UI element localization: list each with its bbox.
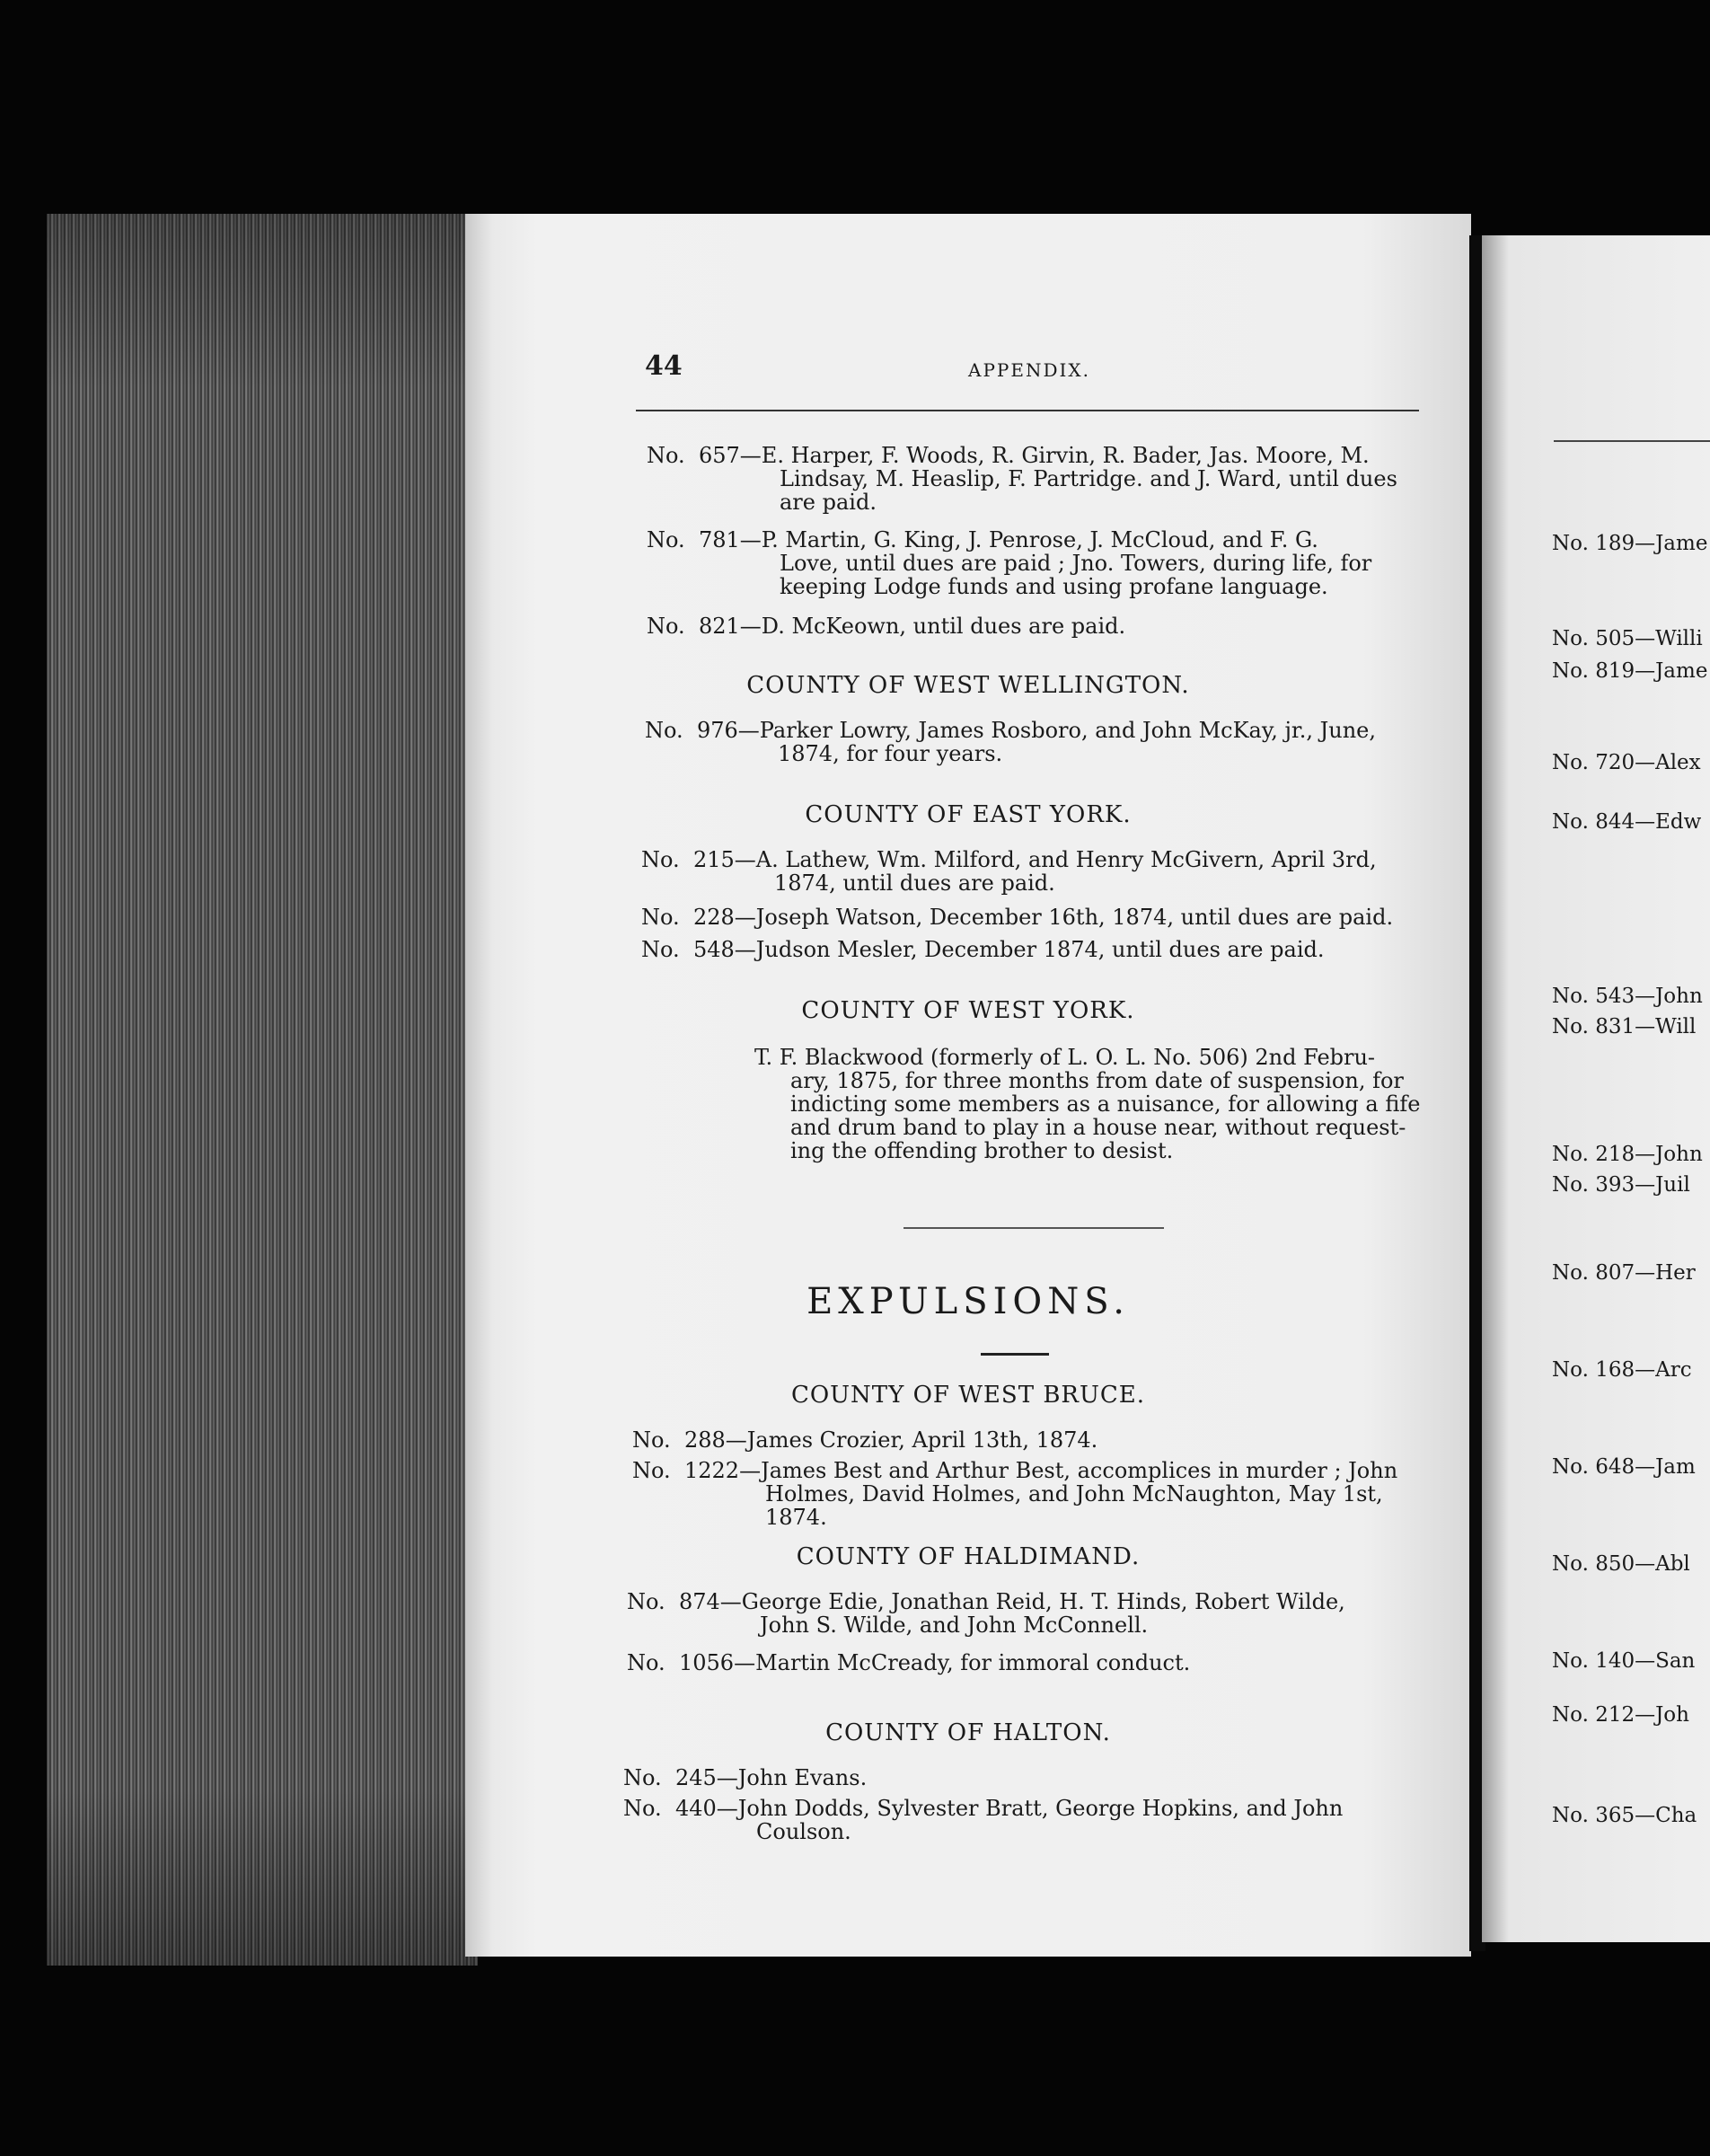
entry-text: 821—D. McKeown, until dues are paid. — [699, 614, 1126, 639]
heading-west-york: COUNTY OF WEST YORK. — [801, 997, 1135, 1024]
page-number: 44 — [645, 350, 683, 382]
running-head: APPENDIX. — [968, 359, 1090, 381]
entry-label: No. — [647, 527, 685, 552]
next-page-rule — [1554, 440, 1710, 442]
entry-text-cont: Love, until dues are paid ; Jno. Towers, during life, for keeping Lodge funds and using profane language. — [780, 551, 1372, 599]
entry-text-cont: Lindsay, M. Heaslip, F. Partridge. and J. Ward, until dues are paid. — [780, 466, 1397, 515]
heading-west-bruce: COUNTY OF WEST BRUCE. — [790, 1382, 1146, 1409]
book-page-edges — [47, 214, 478, 1966]
next-page-entry: No. 212—Joh — [1552, 1703, 1689, 1727]
entry-label: No. — [623, 1796, 662, 1821]
section-divider — [903, 1227, 1164, 1229]
entry-label: No. — [623, 1765, 662, 1790]
entry-label: No. — [641, 905, 680, 930]
entry-text: 288—James Crozier, April 13th, 1874. — [684, 1427, 1098, 1453]
next-page-entry: No. 365—Cha — [1552, 1804, 1697, 1827]
entry-label: No. — [647, 614, 685, 639]
next-page-fragment — [1482, 235, 1710, 1942]
next-page-entry: No. 543—John — [1552, 985, 1703, 1008]
blackwood-paragraph — [754, 1046, 1423, 1162]
next-page-entry: No. 189—Jame — [1552, 532, 1708, 555]
entry-text: 976—Parker Lowry, James Rosboro, and John McKay, jr., June, — [697, 718, 1376, 743]
next-page-entry: No. 505—Willi — [1552, 627, 1703, 650]
entry-label: No. — [647, 443, 685, 468]
entry-label: No. — [632, 1427, 671, 1453]
next-page-entry: No. 393—Juil — [1552, 1173, 1690, 1197]
entry-text-cont: 1874, until dues are paid. — [774, 870, 1055, 896]
next-page-entry: No. 819—Jame — [1552, 659, 1708, 683]
heading-west-wellington: COUNTY OF WEST WELLINGTON. — [746, 672, 1190, 699]
next-page-entry: No. 720—Alex — [1552, 751, 1701, 774]
entry-text: 1222—James Best and Arthur Best, accomplices in murder ; John — [684, 1458, 1398, 1483]
expulsions-title: EXPULSIONS. — [807, 1281, 1130, 1322]
next-page-entry: No. 140—San — [1552, 1649, 1696, 1673]
next-page-entry: No. 648—Jam — [1552, 1455, 1696, 1479]
paragraph-cont: ary, 1875, for three months from date of suspension, for indicting some members as a nuisance, for allowing a fife and drum band to play in a house near, without request-ing the offending brother to desist. — [790, 1068, 1421, 1163]
next-page-entry: No. 168—Arc — [1552, 1358, 1692, 1382]
entry-text-cont: Holmes, David Holmes, and John McNaughton, May 1st, 1874. — [765, 1481, 1383, 1530]
entry-text: 228—Joseph Watson, December 16th, 1874, until dues are paid. — [693, 905, 1394, 930]
entry-text-cont: 1874, for four years. — [778, 741, 1003, 766]
entry-text: 657—E. Harper, F. Woods, R. Girvin, R. Bader, Jas. Moore, M. — [699, 443, 1370, 468]
header-rule — [636, 410, 1419, 411]
entry-label: No. — [641, 847, 680, 872]
title-rule — [981, 1353, 1049, 1356]
entry-text: 548—Judson Mesler, December 1874, until dues are paid. — [693, 937, 1325, 962]
next-page-entry: No. 850—Abl — [1552, 1552, 1690, 1576]
next-page-entry: No. 218—John — [1552, 1143, 1703, 1166]
heading-haldimand: COUNTY OF HALDIMAND. — [796, 1543, 1141, 1570]
entry-text: 440—John Dodds, Sylvester Bratt, George Hopkins, and John — [675, 1796, 1344, 1821]
paragraph-first: T. F. Blackwood (formerly of L. O. L. No. 506) 2nd Febru- — [754, 1045, 1376, 1070]
entry-text: 215—A. Lathew, Wm. Milford, and Henry McGivern, April 3rd, — [693, 847, 1377, 872]
entry-text: 781—P. Martin, G. King, J. Penrose, J. McCloud, and F. G. — [699, 527, 1318, 552]
entry-label: No. — [627, 1650, 665, 1675]
next-page-entry: No. 844—Edw — [1552, 810, 1702, 834]
entry-label: No. — [645, 718, 683, 743]
next-page-entry: No. 831—Will — [1552, 1015, 1697, 1038]
book-page-44 — [465, 214, 1471, 1957]
entry-text: 874—George Edie, Jonathan Reid, H. T. Hinds, Robert Wilde, — [679, 1589, 1345, 1614]
entry-text-cont: Coulson. — [756, 1819, 851, 1844]
entry-text: 1056—Martin McCready, for immoral conduct. — [679, 1650, 1191, 1675]
next-page-entry: No. 807—Her — [1552, 1261, 1696, 1285]
heading-east-york: COUNTY OF EAST YORK. — [805, 801, 1132, 828]
entry-text: 245—John Evans. — [675, 1765, 868, 1790]
entry-label: No. — [627, 1589, 665, 1614]
entry-label: No. — [632, 1458, 671, 1483]
entry-text-cont: John S. Wilde, and John McConnell. — [760, 1613, 1149, 1638]
heading-halton: COUNTY OF HALTON. — [825, 1719, 1111, 1746]
entry-label: No. — [641, 937, 680, 962]
